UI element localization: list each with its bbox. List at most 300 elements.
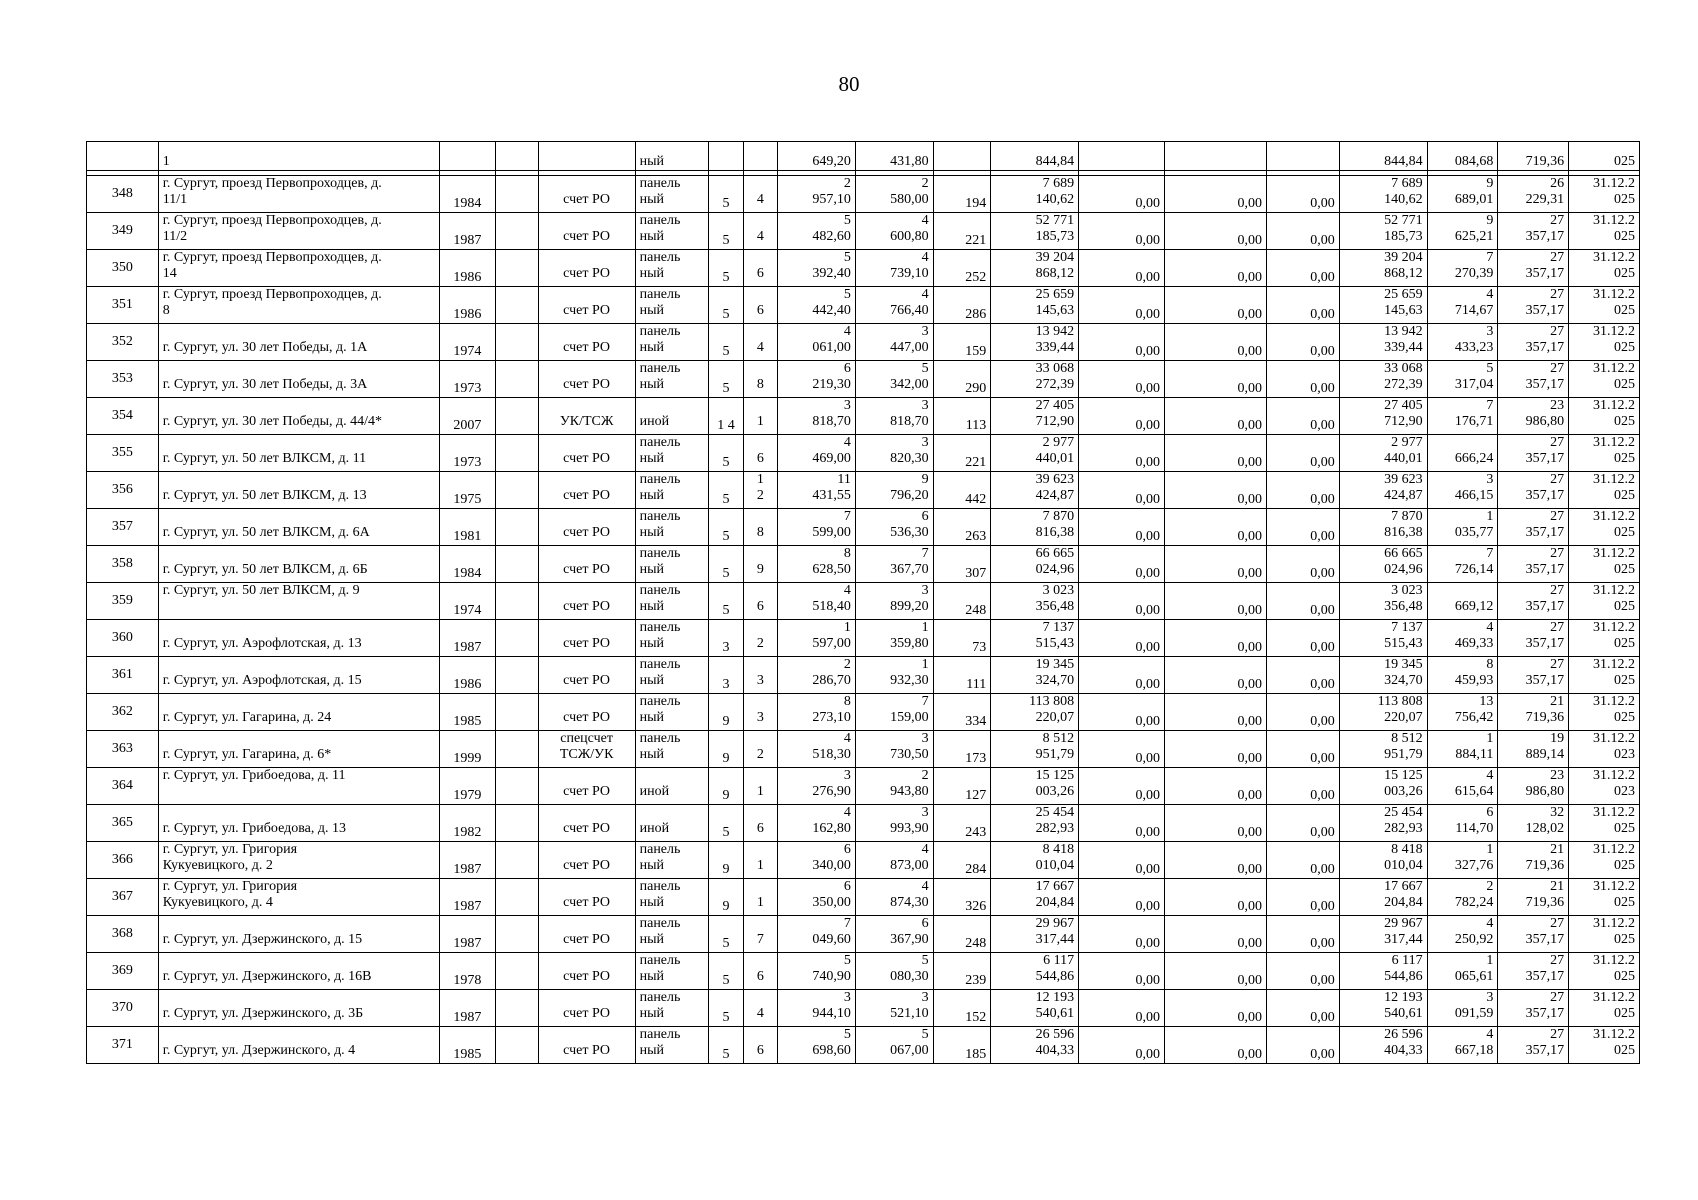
regional-funds-cell: 0,00 [1164,1027,1266,1064]
local-funds-cell: 0,00 [1267,250,1340,287]
empty-cell [496,324,538,361]
total-area-cell-line: 2 [843,176,851,191]
wall-material-cell [635,842,709,879]
repair-cost-cell-line: 7 870 [1042,509,1075,524]
repair-cost-cell [991,287,1079,324]
address-cell-line: г. Сургут, ул. Дзержинского, д. 16В [162,969,372,984]
total-area-cell-line: 698,60 [812,1043,851,1058]
residents-cell: 152 [933,990,991,1027]
living-area-cell-line: 9 [921,472,929,487]
completion-date-cell-line: 025 [1614,636,1635,651]
owner-funds-cell-line: 356,48 [1384,599,1423,614]
repair-cost-cell-line: 15 125 [1035,768,1075,783]
fund-method-cell-line [543,213,631,229]
entrances-cell-line: 1 [756,472,764,487]
address-cell-line: 14 [162,266,177,281]
entrances-cell-line [748,953,773,969]
total-area-cell-line: 11 [837,472,851,487]
living-area-cell [855,990,933,1027]
repair-cost-cell [991,842,1079,879]
total-area-cell-line: 340,00 [812,858,851,873]
residents-cell: 173 [933,731,991,768]
empty-cell [496,842,538,879]
address-cell-line [163,435,435,451]
fund-method-cell-line [543,546,631,562]
empty-cell [496,990,538,1027]
fund-method-cell [538,657,635,694]
completion-date-cell-line: 025 [1614,303,1635,318]
fund-method-cell-line [543,620,631,636]
repair-cost-cell [991,916,1079,953]
wall-material-cell-line: панель [639,213,681,228]
living-area-cell [855,509,933,546]
unit-cost-cell-line: 4 [1486,620,1494,635]
row-number: 351 [87,287,159,324]
living-area-cell [855,805,933,842]
entrances-cell-line: 4 [756,1006,764,1021]
residents-cell: 263 [933,509,991,546]
row-number: 364 [87,768,159,805]
entrances-cell-line: 4 [756,229,764,244]
max-unit-cost-cell [1498,694,1569,731]
entrances-cell-line [748,324,773,340]
completion-date-cell-line: 025 [1614,895,1635,910]
living-area-cell-line: 080,30 [890,969,929,984]
max-unit-cost-cell-line: 357,17 [1525,451,1565,466]
continued-row [87,142,1640,171]
residents-cell: 248 [933,916,991,953]
entrances-cell-line: 6 [756,1043,764,1058]
total-area-cell [778,620,856,657]
completion-date-cell-line: 025 [1614,377,1635,392]
repair-cost-cell-line: 515,43 [1035,636,1075,651]
local-funds-cell: 0,00 [1267,176,1340,213]
completion-date-cell-line: 31.12.2 [1593,250,1635,265]
year-cell: 1987 [439,842,496,879]
address-cell-line: г. Сургут, проезд Первопроходцев, д. [162,213,382,228]
unit-cost-cell-line: 2 [1486,879,1494,894]
unit-cost-cell [1427,879,1498,916]
max-unit-cost-cell-line: 27 [1550,509,1565,524]
repair-cost-cell-line: 424,87 [1035,488,1075,503]
fund-method-cell-line [543,768,631,784]
wall-material-cell [635,546,709,583]
floors-cell: 3 [709,620,743,657]
max-unit-cost-cell-line: 27 [1550,990,1565,1005]
address-cell-line [163,657,435,673]
total-area-cell-line: 8 [843,546,851,561]
owner-funds-cell-line: 024,96 [1384,562,1423,577]
fund-method-cell [538,768,635,805]
repair-cost-cell [991,620,1079,657]
total-area-cell [778,583,856,620]
total-area-cell-line: 6 [843,879,851,894]
max-unit-cost-cell [1498,509,1569,546]
max-unit-cost-cell-line: 27 [1550,620,1565,635]
total-area-cell [778,1027,856,1064]
completion-date-cell-line: 025 [1614,710,1635,725]
fund-method-cell-line [543,916,631,932]
repair-cost-cell-line: 185,73 [1035,229,1075,244]
unit-cost-cell [1427,472,1498,509]
owner-funds-cell-line: 317,44 [1384,932,1423,947]
fund-method-cell-line: счет РО [563,377,611,392]
unit-cost-cell [1427,361,1498,398]
living-area-cell-line: 6 [921,509,929,524]
unit-cost-cell-line: 3 [1486,472,1494,487]
residents-cell: 113 [933,398,991,435]
floors-cell: 3 [709,657,743,694]
fund-method-cell [538,916,635,953]
year-cell: 1985 [439,1027,496,1064]
address-cell-line [163,361,435,377]
unit-cost-cell-line: 625,21 [1454,229,1494,244]
entrances-cell [743,176,777,213]
total-area-cell [778,546,856,583]
repair-cost-cell-line: 3 023 [1042,583,1075,598]
address-cell [158,546,439,583]
empty-cell [496,287,538,324]
max-unit-cost-cell-line: 357,17 [1525,525,1565,540]
regional-funds-cell: 0,00 [1164,916,1266,953]
entrances-cell-line: 1 [756,895,764,910]
year-cell: 1982 [439,805,496,842]
local-funds-cell: 0,00 [1267,620,1340,657]
total-area-cell [778,694,856,731]
repair-cost-cell-line: 7 689 [1042,176,1075,191]
total-area-cell-line: 818,70 [812,414,851,429]
repair-cost-cell [991,879,1079,916]
max-unit-cost-cell-line: 357,17 [1525,1043,1565,1058]
unit-cost-cell-line: 1 [1486,731,1494,746]
unit-cost-cell-line: 1 [1486,842,1494,857]
floors-cell: 5 [709,546,743,583]
owner-funds-cell-line: 324,70 [1384,673,1423,688]
completion-date-cell [1569,916,1640,953]
entrances-cell-line: 4 [756,192,764,207]
federal-funds-cell: 0,00 [1079,176,1165,213]
fund-method-cell [538,176,635,213]
local-funds-cell: 0,00 [1267,657,1340,694]
max-unit-cost-cell-line: 719,36 [1525,895,1565,910]
entrances-cell-line: 1 [756,784,764,799]
unit-cost-cell-line: 667,18 [1454,1043,1494,1058]
max-unit-cost-cell-line: 27 [1550,583,1565,598]
fund-method-cell [538,1027,635,1064]
unit-cost-cell-line: 669,12 [1454,599,1494,614]
living-area-cell-line: 5 [921,953,929,968]
address-cell [158,287,439,324]
owner-funds-cell-line: 33 068 [1384,361,1423,376]
repair-cost-cell [991,768,1079,805]
wall-material-cell-line: ный [639,895,664,910]
entrances-cell-line: 6 [756,969,764,984]
living-area-cell [855,435,933,472]
owner-funds-cell [1339,694,1427,731]
max-unit-cost-cell-line: 21 [1550,694,1565,709]
max-unit-cost-cell-line: 27 [1550,953,1565,968]
regional-funds-cell: 0,00 [1164,694,1266,731]
fund-method-cell-line: счет РО [563,1006,611,1021]
address-cell-line [163,620,435,636]
completion-date-cell-line: 025 [1614,1006,1635,1021]
total-area-cell-line: 5 [843,1027,851,1042]
fund-method-cell [538,620,635,657]
unit-cost-cell [1427,435,1498,472]
address-cell-line: г. Сургут, ул. Дзержинского, д. 4 [162,1043,356,1058]
fund-method-cell-line: счет РО [563,525,611,540]
fund-method-cell-line [543,361,631,377]
total-area-cell-line: 392,40 [812,266,851,281]
residents-cell: 73 [933,620,991,657]
regional-funds-cell: 0,00 [1164,731,1266,768]
unit-cost-cell-line: 6 [1486,805,1494,820]
completion-date-cell-line: 31.12.2 [1593,805,1635,820]
address-cell [158,435,439,472]
living-area-cell-line: 2 [921,176,929,191]
entrances-cell-line: 1 [756,414,764,429]
wall-material-cell-line: ный [639,969,664,984]
fund-method-cell-line: счет РО [563,340,611,355]
local-funds-cell: 0,00 [1267,879,1340,916]
address-cell-line: г. Сургут, ул. Гагарина, д. 24 [162,710,332,725]
max-unit-cost-cell-line: 23 [1550,768,1565,783]
year-cell: 1986 [439,657,496,694]
total-area-cell-line: 219,30 [812,377,851,392]
address-cell-line: Кукуевицкого, д. 4 [162,895,273,910]
completion-date-cell [1569,435,1640,472]
floors-cell: 5 [709,583,743,620]
fund-method-cell [538,361,635,398]
total-area-cell [778,805,856,842]
repair-cost-cell [991,509,1079,546]
wall-material-cell [635,213,709,250]
living-area-cell-line: 067,00 [890,1043,929,1058]
owner-funds-cell [1339,731,1427,768]
empty-cell [496,509,538,546]
year-cell: 1999 [439,731,496,768]
total-area-cell [778,879,856,916]
repair-cost-cell [991,176,1079,213]
fund-method-cell-line [543,398,631,414]
fund-method-cell [538,509,635,546]
address-cell-line: г. Сургут, ул. Дзержинского, д. 15 [162,932,363,947]
entrances-cell-line: 3 [756,710,764,725]
total-area-cell [778,213,856,250]
max-unit-cost-cell [1498,953,1569,990]
total-area-cell-line: 061,00 [812,340,851,355]
living-area-cell-line: 367,90 [890,932,929,947]
housing-registry-table [86,141,1640,1064]
wall-material-cell [635,916,709,953]
row-number: 370 [87,990,159,1027]
max-unit-cost-cell-line: 27 [1550,435,1565,450]
unit-cost-cell-line: 327,76 [1454,858,1494,873]
row-number: 368 [87,916,159,953]
continued-cell [743,142,777,171]
living-area-cell-line: 359,80 [890,636,929,651]
wall-material-cell-line: ный [639,710,664,725]
living-area-cell-line: 3 [921,990,929,1005]
entrances-cell-line: 9 [756,562,764,577]
floors-cell: 5 [709,213,743,250]
owner-funds-cell-line: 282,93 [1384,821,1423,836]
total-area-cell [778,842,856,879]
living-area-cell-line: 818,70 [890,414,929,429]
living-area-cell-line: 4 [921,287,929,302]
living-area-cell-line: 3 [921,583,929,598]
max-unit-cost-cell-line: 357,17 [1525,969,1565,984]
repair-cost-cell [991,1027,1079,1064]
total-area-cell [778,250,856,287]
fund-method-cell-line [543,990,631,1006]
owner-funds-cell-line: 113 808 [1377,694,1423,709]
max-unit-cost-cell-line: 26 [1550,176,1565,191]
regional-funds-cell: 0,00 [1164,250,1266,287]
continued-cell [933,142,991,171]
repair-cost-cell-line: 17 667 [1035,879,1075,894]
wall-material-cell [635,805,709,842]
floors-cell: 5 [709,953,743,990]
living-area-cell-line: 6 [921,916,929,931]
completion-date-cell-line: 025 [1614,932,1635,947]
address-cell-line: г. Сургут, ул. 50 лет ВЛКСМ, д. 6А [162,525,370,540]
repair-cost-cell [991,694,1079,731]
max-unit-cost-cell-line: 986,80 [1525,414,1565,429]
completion-date-cell-line: 025 [1614,266,1635,281]
completion-date-cell-line: 025 [1614,340,1635,355]
repair-cost-cell-line: 25 659 [1035,287,1075,302]
empty-cell [496,879,538,916]
completion-date-cell [1569,213,1640,250]
year-cell: 1987 [439,213,496,250]
completion-date-cell-line: 31.12.2 [1593,990,1635,1005]
floors-cell: 9 [709,694,743,731]
local-funds-cell: 0,00 [1267,731,1340,768]
continued-cell: 1 [158,142,439,171]
completion-date-cell-line: 31.12.2 [1593,213,1635,228]
wall-material-cell [635,509,709,546]
fund-method-cell-line: счет РО [563,1043,611,1058]
address-cell-line: г. Сургут, ул. Гагарина, д. 6* [162,747,332,762]
living-area-cell-line: 3 [921,324,929,339]
empty-cell [496,805,538,842]
wall-material-cell-line [640,805,705,821]
entrances-cell-line [748,1027,773,1043]
unit-cost-cell-line: 065,61 [1454,969,1494,984]
completion-date-cell-line: 31.12.2 [1593,731,1635,746]
unit-cost-cell-line: 250,92 [1454,932,1494,947]
wall-material-cell-line: панель [639,509,681,524]
wall-material-cell-line: ный [639,488,664,503]
unit-cost-cell-line: 317,04 [1454,377,1494,392]
completion-date-cell-line: 31.12.2 [1593,472,1635,487]
entrances-cell [743,361,777,398]
total-area-cell-line: 6 [843,842,851,857]
unit-cost-cell-line: 4 [1486,768,1494,783]
living-area-cell-line: 159,00 [890,710,929,725]
row-number: 360 [87,620,159,657]
floors-cell: 5 [709,916,743,953]
fund-method-cell-line [543,176,631,192]
unit-cost-cell [1427,176,1498,213]
total-area-cell [778,398,856,435]
wall-material-cell-line: панель [639,916,681,931]
completion-date-cell [1569,879,1640,916]
unit-cost-cell-line: 3 [1486,324,1494,339]
owner-funds-cell [1339,398,1427,435]
address-cell-line: г. Сургут, ул. Дзержинского, д. 3Б [162,1006,364,1021]
entrances-cell-line [748,398,773,414]
residents-cell: 284 [933,842,991,879]
wall-material-cell [635,620,709,657]
max-unit-cost-cell [1498,176,1569,213]
row-number: 366 [87,842,159,879]
address-cell [158,361,439,398]
table-row [87,583,1640,620]
living-area-cell-line: 993,90 [890,821,929,836]
regional-funds-cell: 0,00 [1164,435,1266,472]
floors-cell: 5 [709,435,743,472]
address-cell-line: г. Сургут, ул. Грибоедова, д. 11 [162,768,346,783]
max-unit-cost-cell-line: 889,14 [1525,747,1565,762]
completion-date-cell-line: 025 [1614,858,1635,873]
address-cell [158,250,439,287]
row-number: 365 [87,805,159,842]
total-area-cell [778,472,856,509]
address-cell [158,768,439,805]
living-area-cell [855,361,933,398]
wall-material-cell [635,953,709,990]
continued-cell [538,142,635,171]
repair-cost-cell [991,731,1079,768]
wall-material-cell-line: панель [639,287,681,302]
total-area-cell-line: 4 [843,583,851,598]
unit-cost-cell [1427,916,1498,953]
wall-material-cell-line: ный [639,340,664,355]
total-area-cell [778,953,856,990]
living-area-cell-line: 4 [921,879,929,894]
fund-method-cell-line: счет РО [563,673,611,688]
owner-funds-cell-line: 7 137 [1391,620,1423,635]
unit-cost-cell-line: 7 [1486,250,1494,265]
fund-method-cell [538,435,635,472]
federal-funds-cell: 0,00 [1079,916,1165,953]
owner-funds-cell [1339,657,1427,694]
unit-cost-cell-line: 7 [1486,546,1494,561]
entrances-cell [743,768,777,805]
max-unit-cost-cell [1498,472,1569,509]
unit-cost-cell-line: 714,67 [1454,303,1494,318]
living-area-cell [855,213,933,250]
entrances-cell-line: 2 [756,747,764,762]
repair-cost-cell-line: 317,44 [1035,932,1075,947]
completion-date-cell [1569,176,1640,213]
fund-method-cell-line [543,842,631,858]
max-unit-cost-cell [1498,842,1569,879]
table-row [87,731,1640,768]
wall-material-cell-line: иной [639,821,670,836]
address-cell-line: г. Сургут, ул. Грибоедова, д. 13 [162,821,346,836]
max-unit-cost-cell-line: 27 [1550,1027,1565,1042]
entrances-cell-line [748,287,773,303]
residents-cell: 239 [933,953,991,990]
living-area-cell [855,694,933,731]
completion-date-cell [1569,509,1640,546]
completion-date-cell [1569,657,1640,694]
entrances-cell-line: 3 [756,673,764,688]
living-area-cell [855,879,933,916]
